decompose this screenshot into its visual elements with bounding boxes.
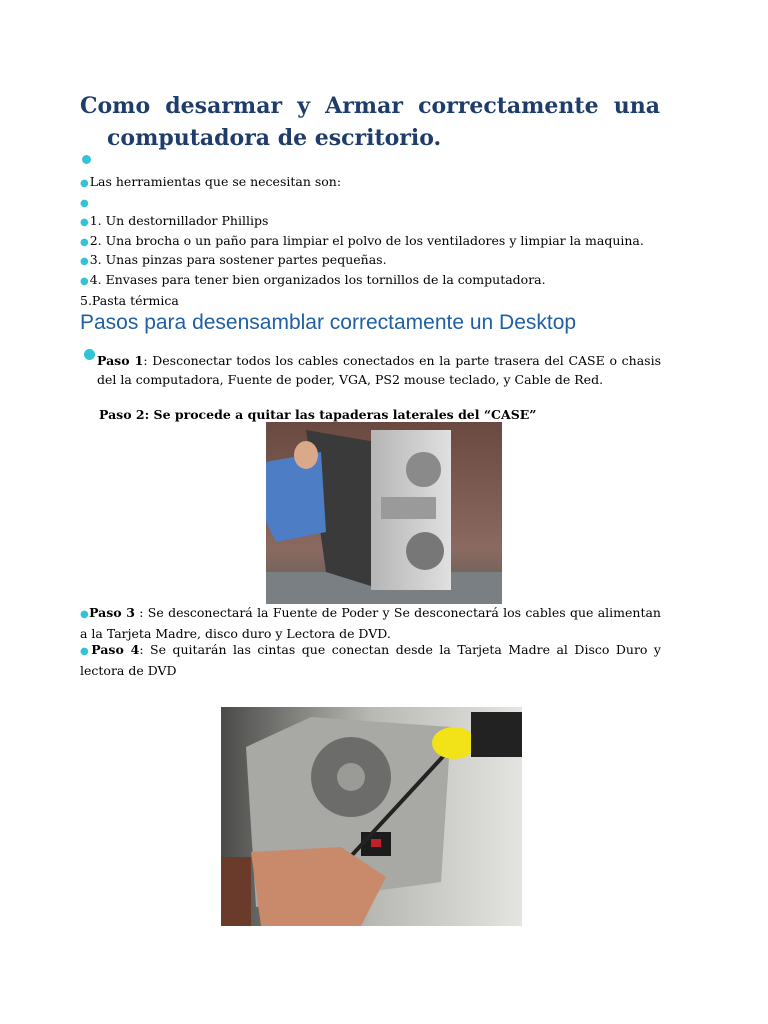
bullet-dot-icon: ●	[80, 275, 89, 287]
section-title: Pasos para desensamblar correctamente un Desktop	[80, 311, 577, 334]
list-item: ●3. Unas pinzas para sostener partes pequeñas.	[80, 252, 387, 267]
bullet-dot-icon: ●	[80, 178, 89, 189]
step-2-text: Paso 2: Se procede a quitar las tapaderas laterales del “CASE”	[99, 407, 537, 422]
bullet-dot-icon: ●	[80, 609, 90, 620]
list-item	[80, 193, 644, 213]
bullet-dot-icon	[82, 155, 91, 164]
bullet-dot-icon: ●	[80, 197, 89, 209]
list-item: ●Las herramientas que se necesitan son:	[80, 174, 342, 189]
bullet-dot-icon	[84, 349, 95, 360]
title-line-2: computadora de escritorio.	[107, 125, 442, 151]
title-line-1: Como desarmar y Armar correctamente una	[80, 93, 660, 119]
step-4-label: Paso 4	[91, 642, 140, 657]
tools-list	[80, 173, 644, 290]
step-3-label: Paso 3	[89, 605, 135, 620]
bullet-dot-icon: ●	[80, 646, 92, 657]
step-4	[80, 640, 661, 680]
step-3-text: : Se desconectará la Fuente de Poder y Se desconectará los cables que alimentan a la Tarjeta Madre, disco duro y Lectora de DVD.	[80, 605, 661, 641]
list-item: ●1. Un destornillador Phillips	[80, 213, 269, 228]
page-title	[80, 90, 660, 154]
step-1-label: Paso 1	[97, 353, 144, 368]
case-side-panel-photo	[266, 422, 502, 604]
bullet-dot-icon: ●	[80, 236, 89, 248]
step-1-text: : Desconectar todos los cables conectados en la parte trasera del CASE o chasis del la computadora, Fuente de poder, VGA, PS2 mouse teclado, y Cable de Red.	[97, 353, 662, 387]
step-3	[80, 603, 661, 643]
power-supply-screwdriver-photo	[221, 707, 522, 926]
bullet-dot-icon: ●	[80, 256, 89, 267]
tools-extra-item: 5.Pasta térmica	[80, 293, 179, 308]
bullet-dot-icon: ●	[80, 217, 89, 228]
list-item: ●4. Envases para tener bien organizados los tornillos de la computadora.	[80, 271, 546, 287]
list-item: ●2. Una brocha o un paño para limpiar el polvo de los ventiladores y limpiar la maquina.	[80, 232, 644, 248]
step-1	[97, 351, 661, 389]
step-4-text: : Se quitarán las cintas que conectan desde la Tarjeta Madre al Disco Duro y lectora de DVD	[80, 642, 661, 678]
